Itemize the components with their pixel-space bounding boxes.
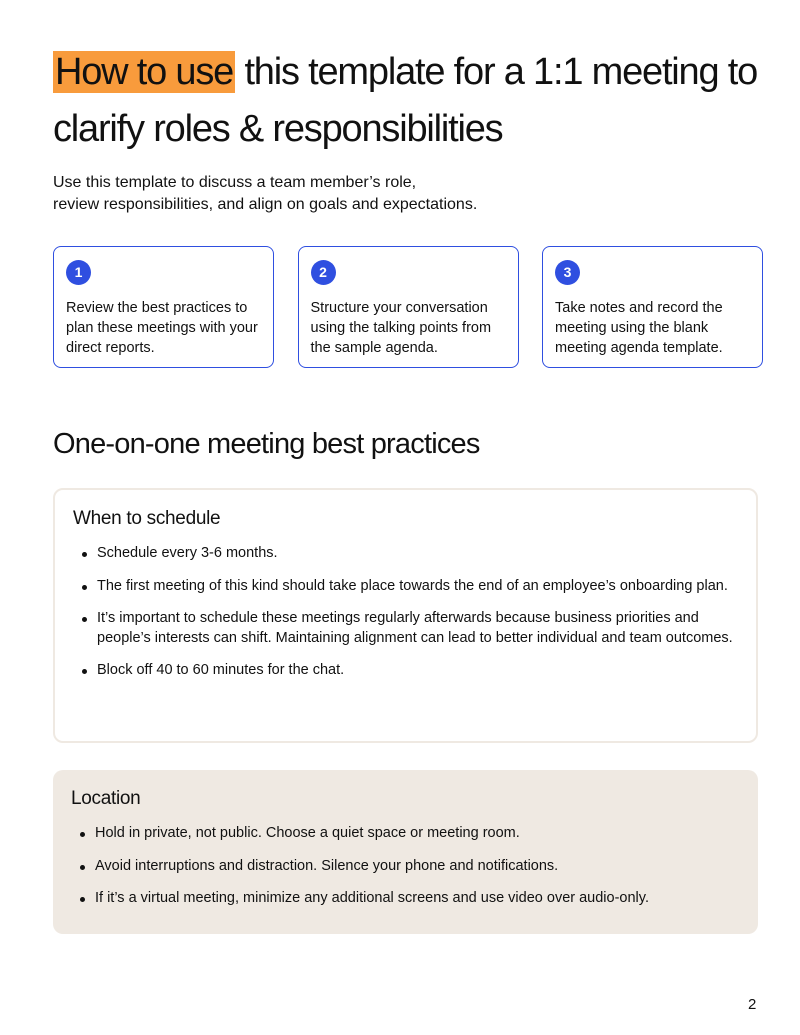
bullet-list [73, 544, 738, 681]
when-to-schedule-card [53, 488, 758, 743]
list-item: It’s important to schedule these meetings regularly afterwards because business priorities and people’s interests can shift. Maintaining alignment can lead to better individual and team outcomes. [73, 609, 738, 648]
step-number-badge: 1 [66, 260, 91, 285]
bullet-list [71, 824, 740, 909]
step-card-3 [542, 246, 763, 368]
list-item: If it’s a virtual meeting, minimize any additional screens and use video over audio-only. [71, 889, 740, 909]
list-item: Schedule every 3-6 months. [73, 544, 738, 564]
step-text: Review the best practices to plan these meetings with your direct reports. [66, 300, 258, 356]
step-text: Structure your conversation using the talking points from the sample agenda. [310, 300, 492, 356]
location-card [53, 770, 758, 934]
step-number-badge: 3 [555, 260, 580, 285]
steps-row [53, 246, 763, 368]
page-title [53, 44, 773, 158]
list-item: Avoid interruptions and distraction. Silence your phone and notifications. [71, 857, 740, 877]
intro-text [53, 172, 613, 216]
list-item: Block off 40 to 60 minutes for the chat. [73, 661, 738, 681]
step-number-badge: 2 [311, 260, 336, 285]
list-item: The first meeting of this kind should take place towards the end of an employee’s onboarding plan. [73, 577, 738, 597]
list-item: Hold in private, not public. Choose a quiet space or meeting room. [71, 824, 740, 844]
step-text: Take notes and record the meeting using the blank meeting agenda template. [555, 300, 723, 356]
step-card-2 [298, 246, 519, 368]
card-title: Location [71, 788, 141, 809]
page-number: 2 [748, 996, 757, 1013]
card-title: When to schedule [73, 508, 221, 529]
section-heading: One-on-one meeting best practices [53, 428, 480, 460]
intro-line-1: Use this template to discuss a team member’s role, [53, 174, 417, 191]
title-rest: this template for a 1:1 meeting to clarify roles & responsibilities [53, 51, 758, 150]
title-highlight: How to use [55, 51, 234, 93]
intro-line-2: review responsibilities, and align on goals and expectations. [53, 196, 478, 213]
step-card-1 [53, 246, 274, 368]
